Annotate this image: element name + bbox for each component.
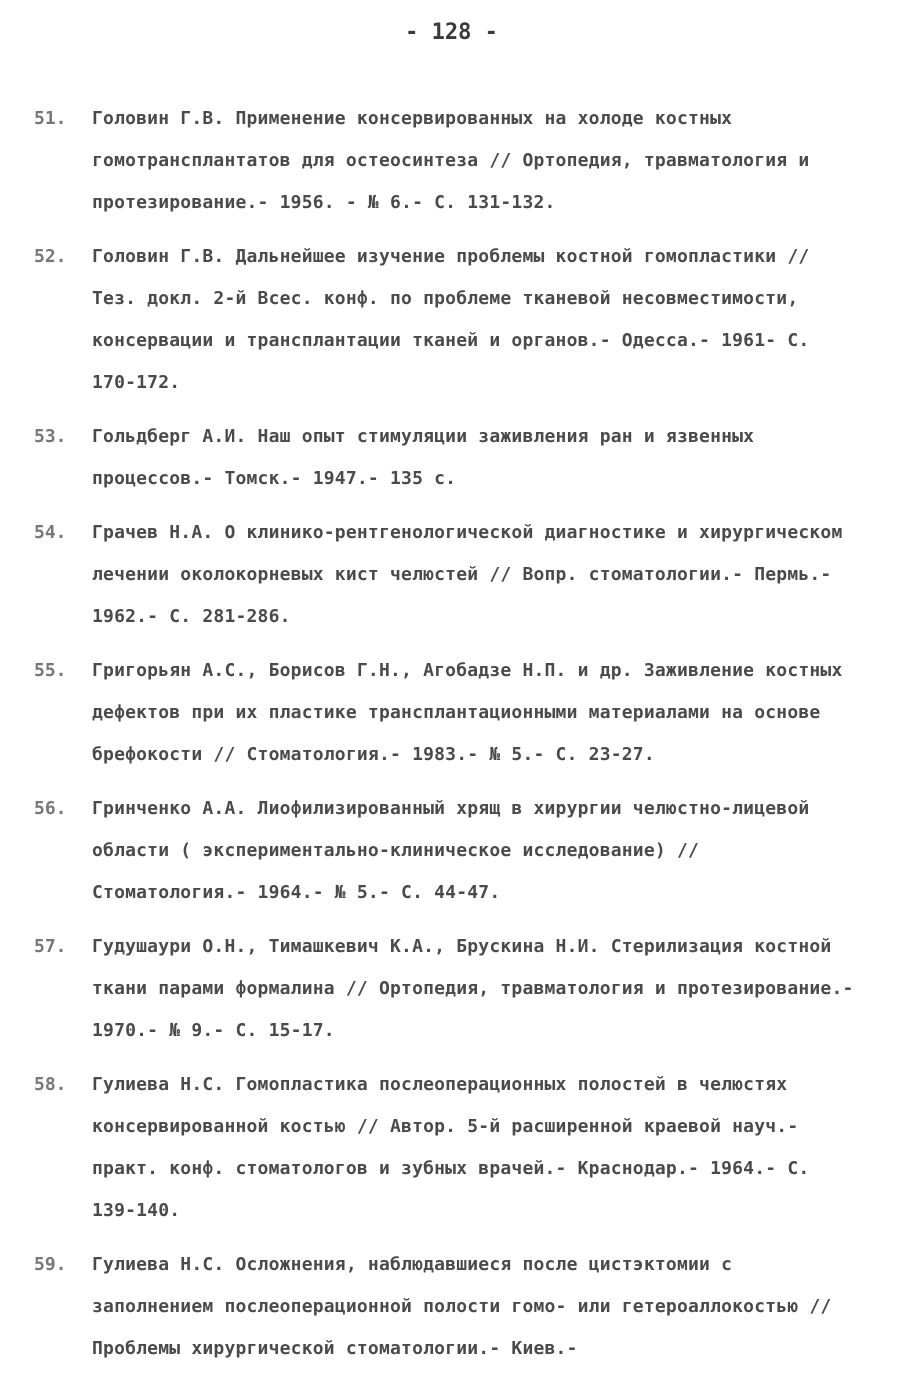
entry-text: Грачев Н.А. О клинико-рентгенологической диагностике и хирургическом лечении околокорневых кист челюстей // Вопр. стоматологии.- Пермь.- 1962.- С. 281-286. bbox=[92, 522, 843, 627]
entry-number: 57. bbox=[34, 936, 67, 957]
entry-text: Головин Г.В. Применение консервированных на холоде костных гомотрансплантатов для остеосинтеза // Ортопедия, травматология и протезирование.- 1956. - № 6.- С. 131-132. bbox=[92, 108, 810, 213]
bibliography-entry bbox=[34, 512, 864, 638]
bibliography-entry bbox=[34, 1064, 864, 1232]
page-number: - 128 - bbox=[405, 20, 498, 45]
bibliography-entry bbox=[34, 236, 864, 404]
entry-number: 59. bbox=[34, 1254, 67, 1275]
bibliography-entry bbox=[34, 788, 864, 914]
entry-number: 51. bbox=[34, 108, 67, 129]
entry-number: 53. bbox=[34, 426, 67, 447]
entry-text: Гулиева Н.С. Осложнения, наблюдавшиеся после цистэктомии с заполнением послеоперационной полости гомо- или гетероаллокостью // Проблемы хирургической стоматологии.- Киев.- bbox=[92, 1254, 832, 1359]
entry-number: 52. bbox=[34, 246, 67, 267]
entry-text: Гринченко А.А. Лиофилизированный хрящ в хирургии челюстно-лицевой области ( экспериментально-клиническое исследование) // Стоматология.- 1964.- № 5.- С. 44-47. bbox=[92, 798, 810, 903]
bibliography-list bbox=[34, 98, 864, 1382]
bibliography-entry bbox=[34, 416, 864, 500]
bibliography-entry bbox=[34, 926, 864, 1052]
bibliography-entry bbox=[34, 1244, 864, 1370]
entry-text: Гулиева Н.С. Гомопластика послеоперационных полостей в челюстях консервированной костью // Автор. 5-й расширенной краевой науч.-практ. конф. стоматологов и зубных врачей.- Краснодар.- 1964.- С. 139-140. bbox=[92, 1074, 810, 1221]
entry-text: Головин Г.В. Дальнейшее изучение проблемы костной гомопластики // Тез. докл. 2-й Всес. конф. по проблеме тканевой несовместимости, консервации и трансплантации тканей и органов.- Одесса.- 1961- С. 170-172. bbox=[92, 246, 810, 393]
entry-number: 58. bbox=[34, 1074, 67, 1095]
entry-number: 55. bbox=[34, 660, 67, 681]
bibliography-entry bbox=[34, 650, 864, 776]
entry-text: Гудушаури О.Н., Тимашкевич К.А., Брускина Н.И. Стерилизация костной ткани парами формалина // Ортопедия, травматология и протезирование.- 1970.- № 9.- С. 15-17. bbox=[92, 936, 854, 1041]
bibliography-entry bbox=[34, 98, 864, 224]
entry-number: 56. bbox=[34, 798, 67, 819]
entry-number: 54. bbox=[34, 522, 67, 543]
entry-text: Гольдберг А.И. Наш опыт стимуляции заживления ран и язвенных процессов.- Томск.- 1947.- 135 с. bbox=[92, 426, 755, 489]
entry-text: Григорьян А.С., Борисов Г.Н., Агобадзе Н.П. и др. Заживление костных дефектов при их пластике трансплантационными материалами на основе брефокости // Стоматология.- 1983.- № 5.- С. 23-27. bbox=[92, 660, 843, 765]
